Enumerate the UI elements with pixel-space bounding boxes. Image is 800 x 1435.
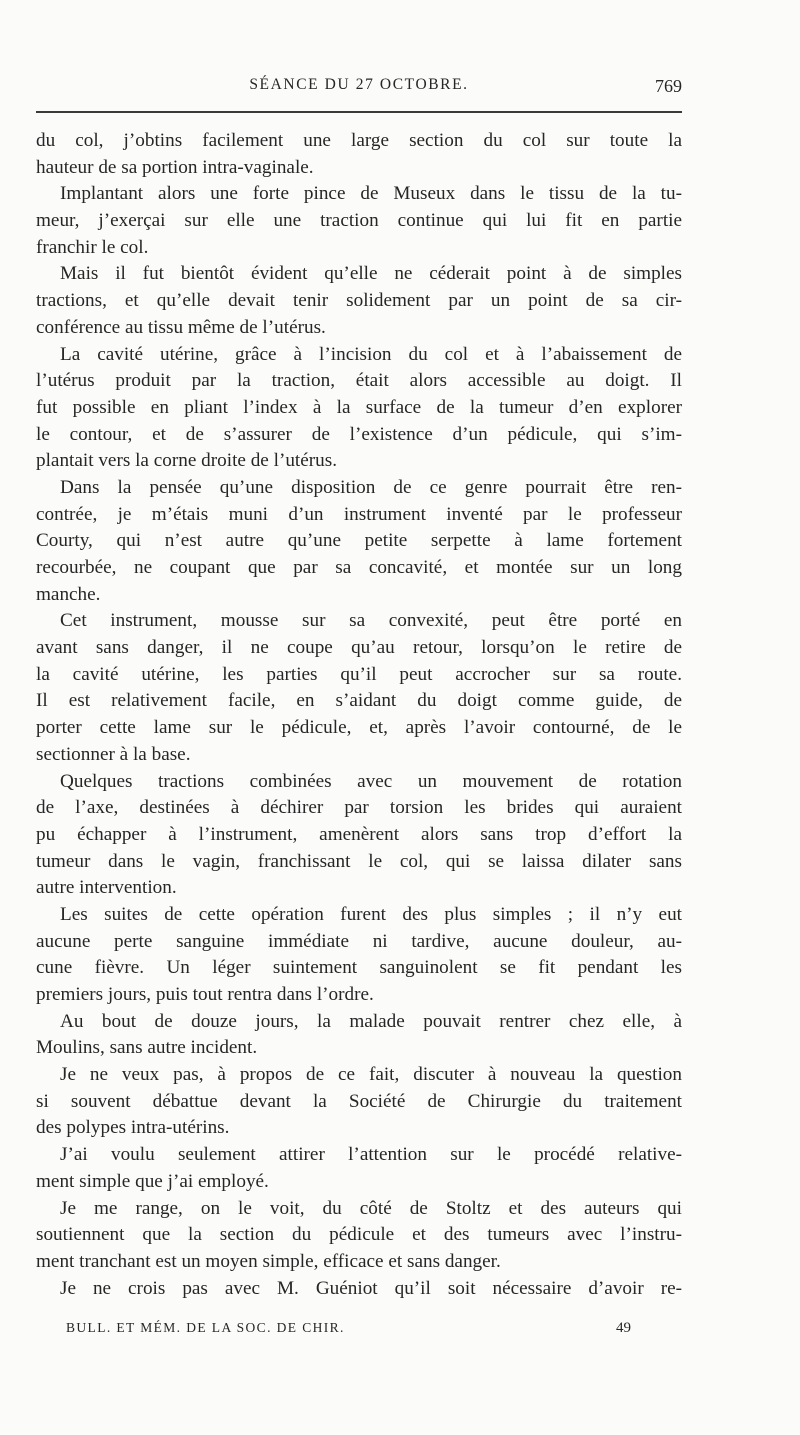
text-line: Je me range, on le voit, du côté de Stoltz et des auteurs qui <box>60 1197 682 1219</box>
running-title: SÉANCE DU 27 OCTOBRE. <box>249 76 469 93</box>
text-line: La cavité utérine, grâce à l’incision du col et à l’abaissement de <box>60 343 682 365</box>
text-line: Cet instrument, mousse sur sa convexité, peut être porté en <box>60 610 682 632</box>
text-line: tractions, et qu’elle devait tenir solidement par un point de sa cir- <box>36 290 682 312</box>
text-line: Courty, qui n’est autre qu’une petite serpette à lame fortement <box>36 530 682 552</box>
text-line: si souvent débattue devant la Société de Chirurgie du traitement <box>36 1090 682 1112</box>
text-line: l’utérus produit par la traction, était alors accessible au doigt. Il <box>36 370 682 392</box>
text-line: du col, j’obtins facilement une large section du col sur toute la <box>36 130 682 151</box>
text-line: la cavité utérine, les parties qu’il peut accrocher sur sa route. <box>36 663 682 685</box>
text-line: de l’axe, destinées à déchirer par torsion les brides qui auraient <box>36 797 682 819</box>
text-line: manche. <box>36 583 101 605</box>
text-line: soutiennent que la section du pédicule et des tumeurs avec l’instru- <box>36 1224 682 1246</box>
text-line: Les suites de cette opération furent des plus simples ; il n’y eut <box>60 903 682 925</box>
text-line: Je ne crois pas avec M. Guéniot qu’il soit nécessaire d’avoir re- <box>60 1277 682 1299</box>
text-line: Implantant alors une forte pince de Museux dans le tissu de la tu- <box>60 183 682 205</box>
footer-sheet-number: 49 <box>616 1320 631 1336</box>
text-line: le contour, et de s’assurer de l’existence d’un pédicule, qui s’im- <box>36 423 682 445</box>
text-line: meur, j’exerçai sur elle une traction continue qui lui fit en partie <box>36 210 682 232</box>
text-line: Dans la pensée qu’une disposition de ce genre pourrait être ren- <box>60 476 682 498</box>
text-line: ment simple que j’ai employé. <box>36 1170 269 1192</box>
text-line: hauteur de sa portion intra-vaginale. <box>36 156 314 178</box>
text-line: avant sans danger, il ne coupe qu’au retour, lorsqu’on le retire de <box>36 637 682 659</box>
text-line: franchir le col. <box>36 236 149 258</box>
text-line: J’ai voulu seulement attirer l’attention sur le procédé relative- <box>60 1144 682 1166</box>
page-footer <box>36 1320 682 1342</box>
footer-signature: BULL. ET MÉM. DE LA SOC. DE CHIR. <box>66 1320 345 1335</box>
text-line: recourbée, ne coupant que par sa concavité, et montée sur un long <box>36 557 682 578</box>
text-line: Je ne veux pas, à propos de ce fait, discuter à nouveau la question <box>60 1064 682 1086</box>
text-line: cune fièvre. Un léger suintement sanguinolent se fit pendant les <box>36 957 682 979</box>
text-line: Au bout de douze jours, la malade pouvait rentrer chez elle, à <box>60 1010 682 1032</box>
text-line: porter cette lame sur le pédicule, et, après l’avoir contourné, de le <box>36 717 682 739</box>
text-line: Quelques tractions combinées avec un mouvement de rotation <box>60 770 682 792</box>
text-line: tumeur dans le vagin, franchissant le col, qui se laissa dilater sans <box>36 850 682 872</box>
text-line: Il est relativement facile, en s’aidant du doigt comme guide, de <box>36 690 682 712</box>
running-head <box>36 76 682 100</box>
header-rule <box>36 111 682 113</box>
text-line: aucune perte sanguine immédiate ni tardive, aucune douleur, au- <box>36 930 682 952</box>
text-line: pu échapper à l’instrument, amenèrent alors sans trop d’effort la <box>36 823 682 845</box>
text-line: autre intervention. <box>36 877 177 899</box>
page-number: 769 <box>655 76 682 96</box>
text-line: conférence au tissu même de l’utérus. <box>36 316 326 338</box>
text-line: fut possible en pliant l’index à la surface de la tumeur d’en explorer <box>36 396 682 418</box>
body-text <box>36 128 682 1302</box>
text-line: des polypes intra-utérins. <box>36 1117 230 1139</box>
text-line: sectionner à la base. <box>36 743 191 765</box>
text-line: Mais il fut bientôt évident qu’elle ne céderait point à de simples <box>60 263 682 285</box>
text-line: ment tranchant est un moyen simple, efficace et sans danger. <box>36 1250 501 1272</box>
text-line: premiers jours, puis tout rentra dans l’ordre. <box>36 984 374 1005</box>
text-line: contrée, je m’étais muni d’un instrument inventé par le professeur <box>36 503 682 525</box>
text-line: Moulins, sans autre incident. <box>36 1037 258 1059</box>
text-line: plantait vers la corne droite de l’utérus. <box>36 450 338 472</box>
